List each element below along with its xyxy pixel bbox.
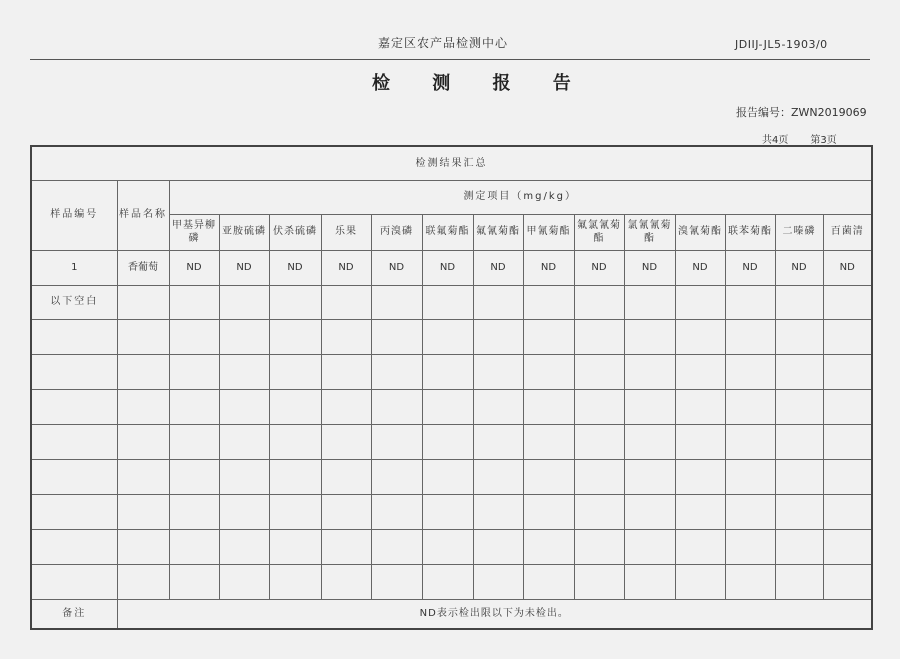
empty-cell	[371, 529, 422, 564]
table-row	[31, 319, 872, 354]
result-cell: ND	[523, 250, 574, 285]
empty-cell	[725, 319, 775, 354]
empty-cell	[823, 494, 872, 529]
empty-cell	[823, 354, 872, 389]
empty-cell	[775, 529, 823, 564]
result-cell: ND	[269, 250, 321, 285]
empty-cell	[117, 564, 169, 599]
empty-cell	[624, 319, 675, 354]
empty-cell	[321, 389, 371, 424]
results-table	[30, 145, 873, 630]
blank-marker: 以下空白	[31, 285, 117, 319]
empty-cell	[624, 459, 675, 494]
empty-cell	[117, 354, 169, 389]
page-info	[762, 131, 859, 146]
empty-cell	[219, 354, 269, 389]
empty-cell	[219, 285, 269, 319]
empty-cell	[422, 564, 473, 599]
empty-cell	[823, 459, 872, 494]
empty-cell	[31, 389, 117, 424]
sample-no-header: 样品编号	[31, 180, 117, 250]
empty-cell	[523, 494, 574, 529]
empty-cell	[31, 424, 117, 459]
empty-cell	[523, 459, 574, 494]
empty-cell	[523, 564, 574, 599]
empty-cell	[725, 389, 775, 424]
result-cell: ND	[219, 250, 269, 285]
empty-cell	[523, 354, 574, 389]
empty-cell	[371, 319, 422, 354]
empty-cell	[823, 319, 872, 354]
empty-cell	[473, 389, 523, 424]
empty-cell	[725, 424, 775, 459]
empty-cell	[574, 564, 624, 599]
organization-name: 嘉定区农产品检测中心	[378, 36, 509, 50]
empty-cell	[422, 494, 473, 529]
empty-cell	[523, 424, 574, 459]
empty-cell	[169, 354, 219, 389]
empty-cell	[422, 285, 473, 319]
empty-cell	[523, 389, 574, 424]
table-row	[31, 424, 872, 459]
empty-cell	[523, 319, 574, 354]
header-divider	[30, 59, 870, 60]
empty-cell	[725, 285, 775, 319]
analyte-header: 丙溴磷	[371, 214, 422, 250]
result-cell: ND	[775, 250, 823, 285]
empty-cell	[219, 529, 269, 564]
remark-label: 备注	[31, 599, 117, 629]
empty-cell	[269, 389, 321, 424]
empty-cell	[725, 494, 775, 529]
analyte-header: 甲基异柳磷	[169, 214, 219, 250]
analyte-header: 氯氰氰菊酯	[624, 214, 675, 250]
empty-cell	[422, 354, 473, 389]
result-cell: ND	[823, 250, 872, 285]
empty-cell	[117, 424, 169, 459]
remark-text: ND表示检出限以下为未检出。	[117, 599, 872, 629]
empty-cell	[371, 424, 422, 459]
empty-cell	[675, 389, 725, 424]
table-caption: 检测结果汇总	[31, 146, 872, 180]
empty-cell	[675, 564, 725, 599]
empty-cell	[422, 529, 473, 564]
empty-cell	[473, 529, 523, 564]
empty-cell	[219, 389, 269, 424]
table-row	[31, 529, 872, 564]
empty-cell	[31, 564, 117, 599]
empty-cell	[775, 389, 823, 424]
empty-cell	[574, 285, 624, 319]
analyte-header: 联苯菊酯	[725, 214, 775, 250]
empty-cell	[473, 424, 523, 459]
empty-cell	[169, 494, 219, 529]
empty-cell	[371, 494, 422, 529]
empty-cell	[725, 459, 775, 494]
empty-cell	[675, 285, 725, 319]
analyte-header: 联氟菊酯	[422, 214, 473, 250]
empty-cell	[31, 494, 117, 529]
empty-cell	[219, 319, 269, 354]
empty-cell	[675, 529, 725, 564]
empty-cell	[169, 285, 219, 319]
empty-cell	[321, 459, 371, 494]
empty-cell	[321, 319, 371, 354]
analyte-header: 氟氰菊酯	[473, 214, 523, 250]
empty-cell	[775, 494, 823, 529]
empty-cell	[775, 319, 823, 354]
empty-cell	[574, 494, 624, 529]
empty-cell	[117, 319, 169, 354]
total-pages: 共4页	[762, 135, 789, 146]
empty-cell	[422, 424, 473, 459]
empty-cell	[675, 424, 725, 459]
empty-cell	[269, 564, 321, 599]
empty-cell	[169, 564, 219, 599]
empty-cell	[473, 354, 523, 389]
empty-cell	[675, 319, 725, 354]
empty-cell	[321, 529, 371, 564]
empty-cell	[117, 389, 169, 424]
result-cell: ND	[624, 250, 675, 285]
empty-cell	[775, 564, 823, 599]
empty-cell	[574, 319, 624, 354]
empty-cell	[574, 424, 624, 459]
empty-cell	[675, 459, 725, 494]
empty-cell	[775, 354, 823, 389]
table-row	[31, 354, 872, 389]
empty-cell	[574, 389, 624, 424]
analyte-header: 伏杀硫磷	[269, 214, 321, 250]
empty-cell	[422, 389, 473, 424]
empty-cell	[169, 389, 219, 424]
analyte-header: 乐果	[321, 214, 371, 250]
empty-cell	[321, 285, 371, 319]
current-page: 第3页	[810, 135, 837, 146]
empty-cell	[219, 459, 269, 494]
report-number: 报告编号：ZWN2019069	[736, 106, 867, 119]
sample-name-header: 样品名称	[117, 180, 169, 250]
empty-cell	[624, 285, 675, 319]
result-cell: ND	[422, 250, 473, 285]
result-cell: ND	[574, 250, 624, 285]
empty-cell	[117, 285, 169, 319]
empty-cell	[823, 389, 872, 424]
analyte-header: 二嗪磷	[775, 214, 823, 250]
empty-cell	[169, 424, 219, 459]
empty-cell	[117, 459, 169, 494]
empty-cell	[775, 285, 823, 319]
empty-cell	[321, 494, 371, 529]
empty-cell	[117, 529, 169, 564]
empty-cell	[523, 529, 574, 564]
empty-cell	[269, 494, 321, 529]
document-number: JDIIJ-JL5-1903/0	[735, 38, 828, 51]
empty-cell	[269, 285, 321, 319]
result-cell: ND	[321, 250, 371, 285]
empty-cell	[219, 564, 269, 599]
empty-cell	[31, 529, 117, 564]
empty-cell	[422, 319, 473, 354]
empty-cell	[675, 494, 725, 529]
empty-cell	[321, 564, 371, 599]
analyte-header: 亚胺硫磷	[219, 214, 269, 250]
analyte-header: 百菌清	[823, 214, 872, 250]
empty-cell	[624, 494, 675, 529]
empty-cell	[117, 494, 169, 529]
empty-cell	[31, 354, 117, 389]
table-row	[31, 564, 872, 599]
empty-cell	[269, 424, 321, 459]
table-row	[31, 494, 872, 529]
table-row	[31, 389, 872, 424]
empty-cell	[725, 529, 775, 564]
empty-cell	[574, 529, 624, 564]
empty-cell	[574, 354, 624, 389]
empty-cell	[269, 354, 321, 389]
analyte-header: 溴氰菊酯	[675, 214, 725, 250]
empty-cell	[725, 564, 775, 599]
empty-cell	[624, 564, 675, 599]
empty-cell	[31, 459, 117, 494]
empty-cell	[574, 459, 624, 494]
empty-cell	[219, 494, 269, 529]
table-row	[31, 459, 872, 494]
empty-cell	[823, 529, 872, 564]
empty-cell	[473, 459, 523, 494]
empty-cell	[169, 319, 219, 354]
empty-cell	[473, 285, 523, 319]
measure-header: 测定项目（mg/kg）	[169, 180, 872, 214]
empty-cell	[169, 459, 219, 494]
empty-cell	[371, 354, 422, 389]
empty-cell	[371, 389, 422, 424]
result-cell: ND	[725, 250, 775, 285]
empty-cell	[624, 354, 675, 389]
empty-cell	[675, 354, 725, 389]
empty-cell	[823, 564, 872, 599]
empty-cell	[269, 459, 321, 494]
result-cell: ND	[473, 250, 523, 285]
empty-cell	[169, 529, 219, 564]
empty-cell	[725, 354, 775, 389]
result-cell: ND	[169, 250, 219, 285]
empty-cell	[269, 319, 321, 354]
empty-cell	[624, 389, 675, 424]
empty-cell	[371, 459, 422, 494]
empty-cell	[371, 564, 422, 599]
sample-no: 1	[31, 250, 117, 285]
empty-cell	[473, 564, 523, 599]
empty-cell	[624, 529, 675, 564]
analyte-header: 甲氰菊酯	[523, 214, 574, 250]
empty-cell	[269, 529, 321, 564]
empty-cell	[473, 494, 523, 529]
empty-cell	[31, 319, 117, 354]
empty-cell	[624, 424, 675, 459]
result-cell: ND	[371, 250, 422, 285]
empty-cell	[422, 459, 473, 494]
empty-cell	[321, 424, 371, 459]
analyte-header: 氟氯氰菊酯	[574, 214, 624, 250]
empty-cell	[321, 354, 371, 389]
empty-cell	[775, 459, 823, 494]
empty-cell	[219, 424, 269, 459]
empty-cell	[823, 285, 872, 319]
empty-cell	[523, 285, 574, 319]
empty-cell	[823, 424, 872, 459]
empty-cell	[473, 319, 523, 354]
sample-name: 香葡萄	[117, 250, 169, 285]
result-cell: ND	[675, 250, 725, 285]
empty-cell	[371, 285, 422, 319]
empty-cell	[775, 424, 823, 459]
report-title: 检 测 报 告	[372, 73, 589, 94]
